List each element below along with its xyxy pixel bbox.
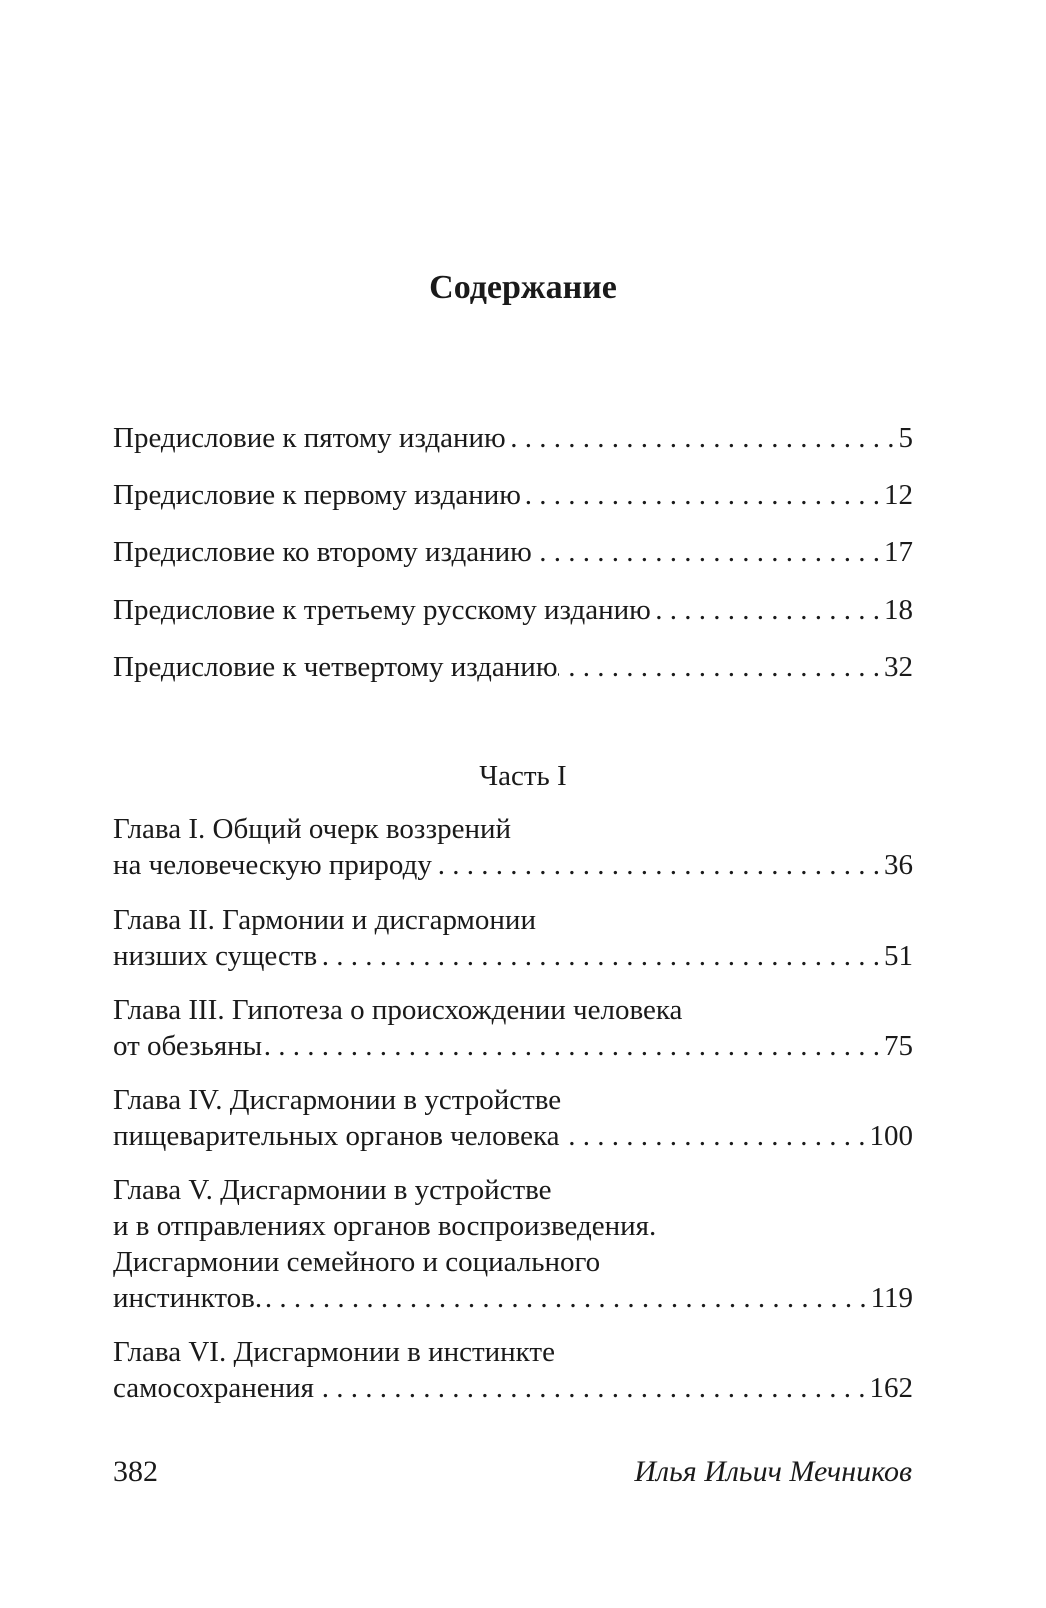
toc-entry-title-line: Глава II. Гармонии и дисгармонии [113, 904, 536, 936]
toc-entry-page: 17 [884, 536, 913, 568]
leader-dots [651, 592, 880, 628]
toc-entry-chapter-2 [113, 902, 913, 974]
leader-dots [560, 1118, 866, 1154]
toc-entry-page: 119 [870, 1282, 913, 1314]
toc-entry-page: 75 [884, 1030, 913, 1062]
toc-entry-title: Предисловие к четвертому изданию [113, 651, 558, 683]
toc-entry-title: Предисловие к третьему русскому изданию [113, 594, 651, 626]
toc-entry-title: инстинктов. [113, 1282, 263, 1314]
toc-entry-page: 12 [884, 479, 913, 511]
toc-entry-title: Предисловие к первому изданию [113, 479, 521, 511]
toc-entry-page: 100 [869, 1120, 913, 1152]
toc-entry-title-line: Глава III. Гипотеза о происхождении человека [113, 994, 683, 1026]
leader-dots [532, 534, 880, 570]
toc-entry-page: 32 [884, 651, 913, 683]
toc-entry-title: низших существ [113, 940, 318, 972]
toc-entry-page: 51 [884, 940, 913, 972]
leader-dots [262, 1028, 880, 1064]
toc-entry-title: пищеварительных органов человека [113, 1120, 560, 1152]
toc-entry-title-line: и в отправлениях органов воспроизведения. [113, 1210, 657, 1242]
leader-dots [317, 938, 880, 974]
toc-entry-title: на человеческую природу [113, 849, 432, 881]
footer-page-number: 382 [113, 1455, 158, 1488]
toc-entry-title-line: Дисгармонии семейного и социального [113, 1246, 601, 1278]
toc-entry-title: самосохранения [113, 1372, 314, 1404]
toc-entry-preface-4 [113, 649, 913, 685]
toc-entry-chapter-1 [113, 811, 913, 883]
toc-entry-page: 36 [884, 849, 913, 881]
toc-entry-chapter-5 [113, 1172, 913, 1316]
toc-entry-page: 18 [884, 594, 913, 626]
toc-entry-page: 162 [869, 1372, 913, 1404]
toc-entry-title-line: Глава V. Дисгармонии в устройстве [113, 1174, 552, 1206]
part-heading: Часть I [479, 760, 567, 792]
leader-dots [314, 1370, 866, 1406]
leader-dots [262, 1280, 866, 1316]
leader-dots [521, 477, 880, 513]
toc-entry-preface-5 [113, 420, 913, 456]
toc-entry-chapter-6 [113, 1334, 913, 1406]
page-title: Содержание [429, 269, 617, 306]
toc-entry-preface-1 [113, 477, 913, 513]
toc-entry-title: от обезьяны [113, 1030, 263, 1062]
toc-entry-chapter-4 [113, 1082, 913, 1154]
leader-dots [558, 649, 881, 685]
footer-author: Илья Ильич Мечников [634, 1455, 912, 1488]
toc-entry-preface-2 [113, 534, 913, 570]
toc-entry-title: Предисловие ко второму изданию [113, 536, 532, 568]
toc-entry-title-line: Глава IV. Дисгармонии в устройстве [113, 1084, 562, 1116]
toc-entry-title-line: Глава I. Общий очерк воззрений [113, 813, 512, 845]
toc-entry-page: 5 [898, 422, 913, 454]
leader-dots [432, 847, 880, 883]
toc-entry-chapter-3 [113, 992, 913, 1064]
leader-dots [506, 420, 895, 456]
toc-entry-title: Предисловие к пятому изданию [113, 422, 506, 454]
toc-entry-title-line: Глава VI. Дисгармонии в инстинкте [113, 1336, 555, 1368]
toc-entry-preface-3 [113, 592, 913, 628]
